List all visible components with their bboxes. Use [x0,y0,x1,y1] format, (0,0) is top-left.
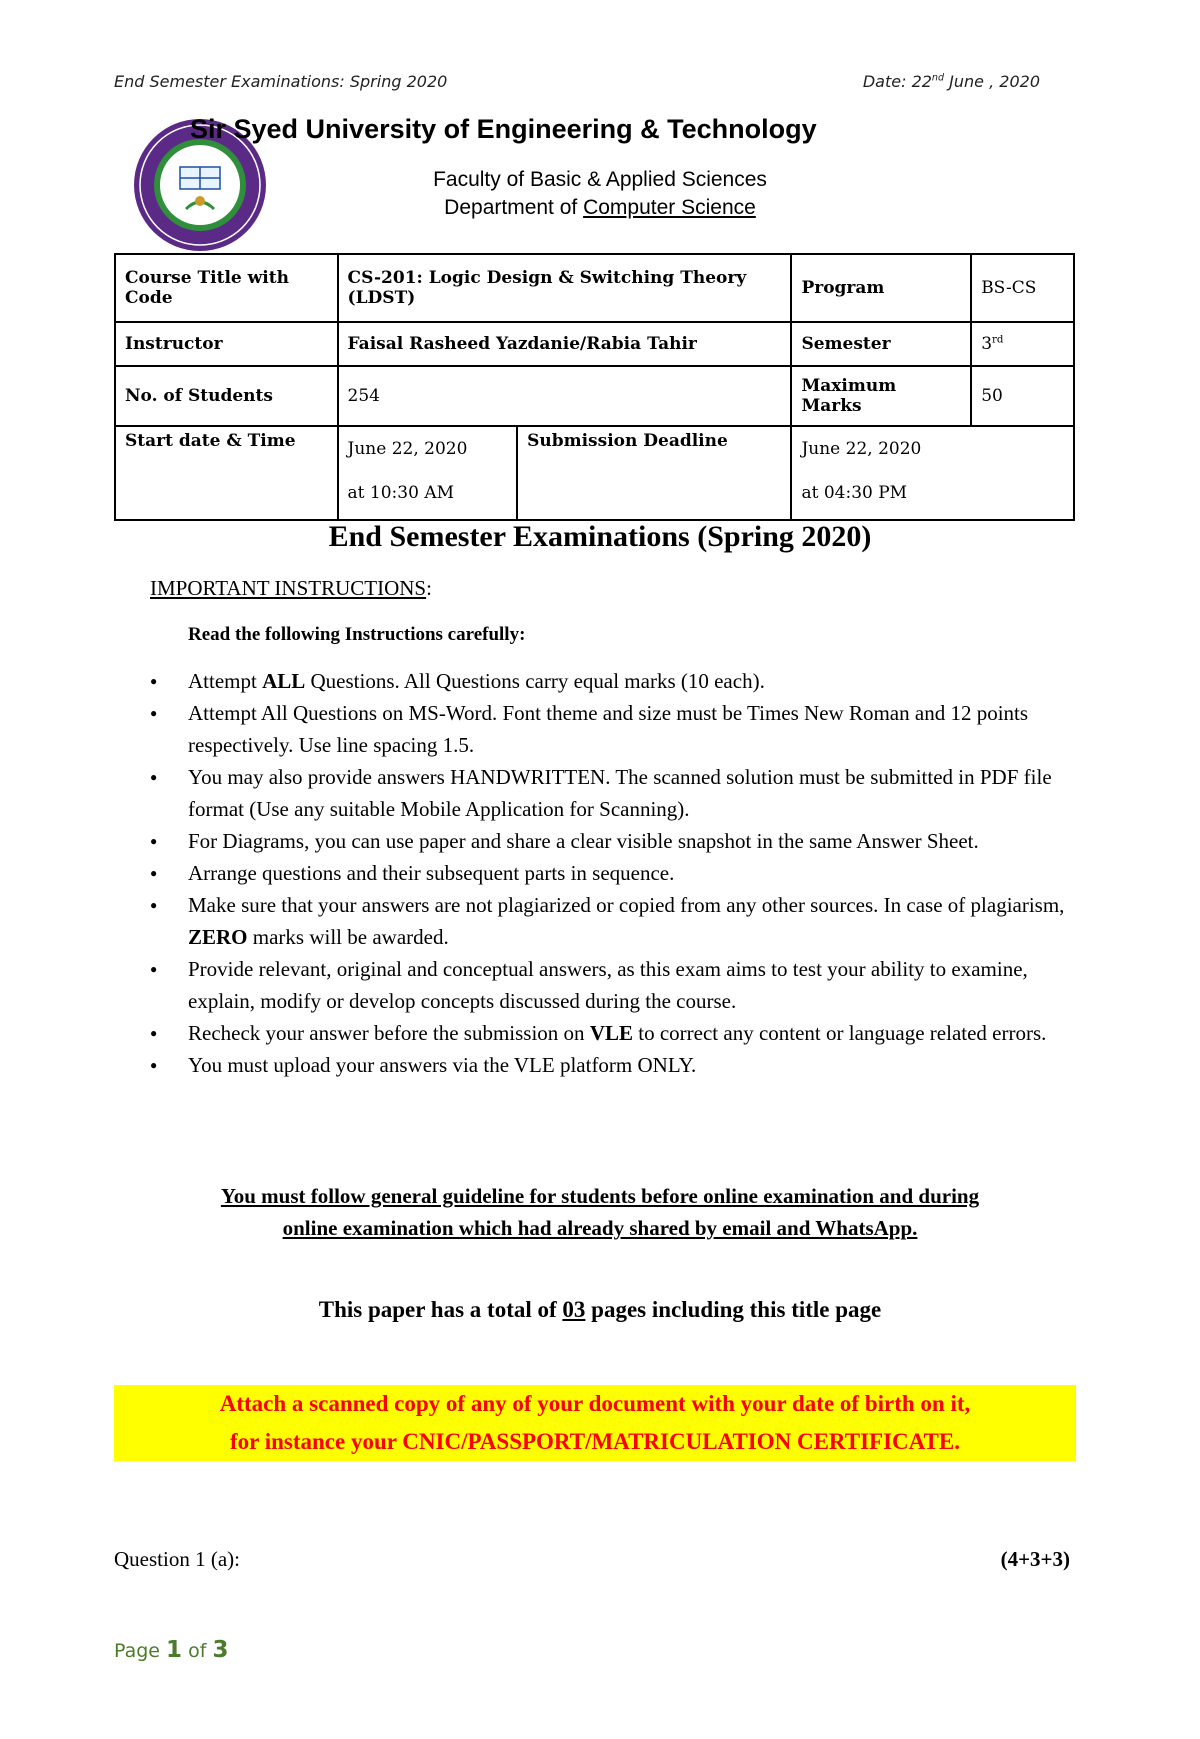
instruction-item: ● Make sure that your answers are not plagiarized or copied from any other sources. In case of plagiarism, ZERO marks will be awarded. [150,889,1100,953]
start-datetime: June 22, 2020 at 10:30 AM [338,426,518,520]
university-name: Sir Syed University of Engineering & Technology [190,114,817,144]
instruction-item: ● Provide relevant, original and conceptual answers, as this exam aims to test your ability to examine, explain, modify or develop concepts discussed during the course. [150,953,1100,1017]
deadline-datetime: June 22, 2020 at 04:30 PM [791,426,1074,520]
instruction-item: ● For Diagrams, you can use paper and share a clear visible snapshot in the same Answer Sheet. [150,825,1100,857]
page-count-note: This paper has a total of 03 pages including this title page [318,1297,882,1322]
semester-label: Semester [791,322,971,366]
instruction-item: ● You may also provide answers HANDWRITTEN. The scanned solution must be submitted in PDF file format (Use any suitable Mobile Application for Scanning). [150,761,1100,825]
start-label: Start date & Time [115,426,338,520]
course-label: Course Title with Code [115,254,338,322]
department-name: Department of Computer Science [444,196,756,219]
guideline-note: You must follow general guideline for students before online examination and during online examination which had already shared by email and WhatsApp. [220,1184,980,1240]
instructions-heading: IMPORTANT INSTRUCTIONS: [150,576,432,600]
semester-value: 3rd [971,322,1074,366]
program-label: Program [791,254,971,322]
program-value: BS-CS [971,254,1074,322]
instruction-item: ● Recheck your answer before the submission on VLE to correct any content or language related errors. [150,1017,1100,1049]
attach-document-alert: Attach a scanned copy of any of your document with your date of birth on it, for instance your CNIC/PASSPORT/MATRICULATION CERTIFICATE. [114,1385,1076,1461]
deadline-label: Submission Deadline [517,426,791,520]
max-marks-value: 50 [971,366,1074,426]
header-exam-label: End Semester Examinations: Spring 2020 [114,72,448,91]
header-date: Date: 22nd June , 2020 [862,72,1040,91]
course-info-table [114,253,1075,521]
question-marks: (4+3+3) [1000,1547,1070,1571]
students-label: No. of Students [115,366,338,426]
faculty-block [0,166,1200,222]
students-value: 254 [338,366,792,426]
page-footer: Page 1 of 3 [114,1637,229,1663]
instruction-item: ● You must upload your answers via the VLE platform ONLY. [150,1049,1100,1081]
instruction-item: ● Attempt All Questions on MS-Word. Font theme and size must be Times New Roman and 12 points respectively. Use line spacing 1.5. [150,697,1100,761]
course-value: CS-201: Logic Design & Switching Theory (LDST) [338,254,792,322]
question-label: Question 1 (a): [114,1547,240,1571]
instructor-value: Faisal Rasheed Yazdanie/Rabia Tahir [338,322,792,366]
instruction-item: ● Arrange questions and their subsequent parts in sequence. [150,857,1100,889]
instructor-label: Instructor [115,322,338,366]
faculty-name: Faculty of Basic & Applied Sciences [433,168,767,191]
instruction-item: ● Attempt ALL Questions. All Questions carry equal marks (10 each). [150,665,1100,697]
instructions-subheading: Read the following Instructions carefully: [188,624,526,645]
instructions-list [150,665,1100,1081]
exam-title: End Semester Examinations (Spring 2020) [328,520,872,553]
max-marks-label: Maximum Marks [791,366,971,426]
